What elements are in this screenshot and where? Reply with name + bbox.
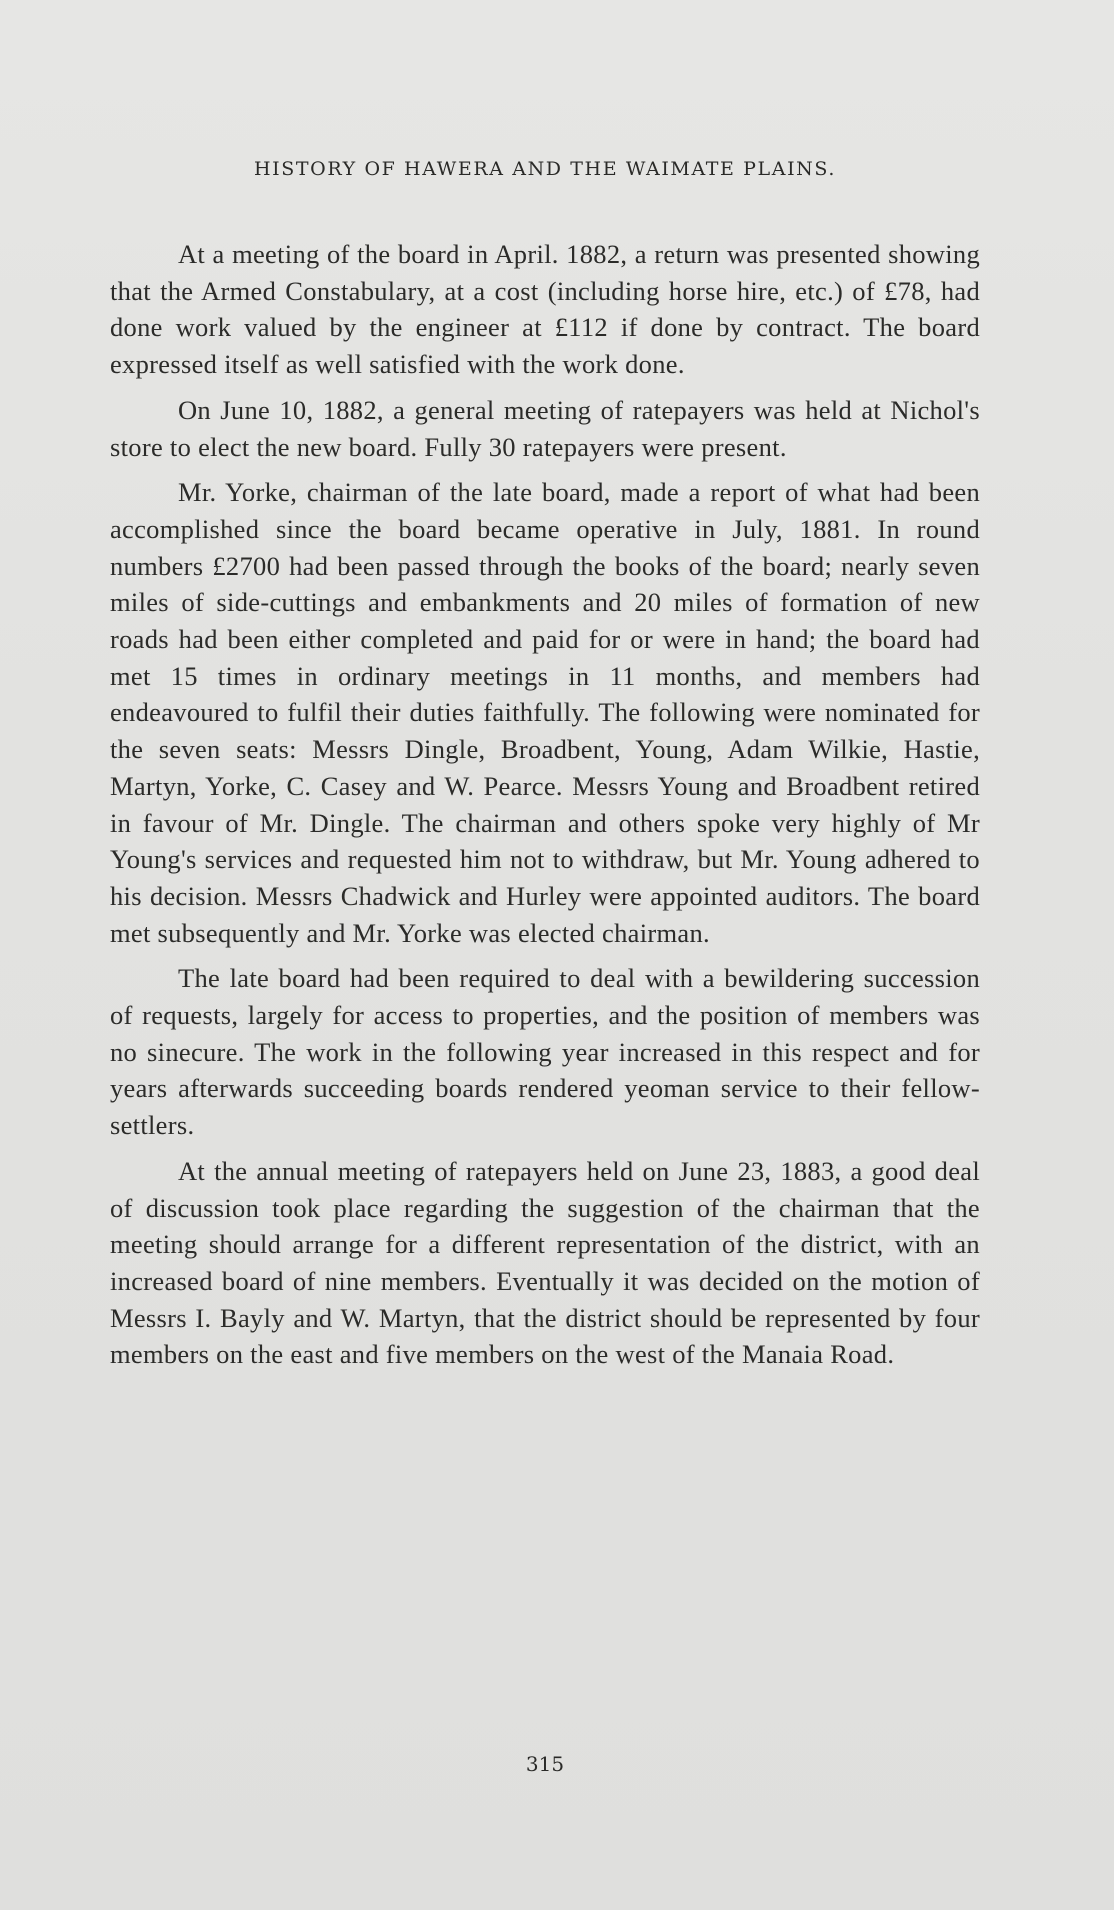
body-text [110, 236, 980, 1382]
paragraph: At a meeting of the board in April. 1882, a return was presented showing that the Armed Constabulary, at a cost (including horse hire, etc.) of £78, had done work valued by the engineer at £112 if done by contract. The board expressed itself as well satisfied with the work done. [110, 239, 980, 380]
paragraph: Mr. Yorke, chairman of the late board, made a report of what had been accomplished since the board became operative in July, 1881. In round numbers £2700 had been passed through the books of the board; nearly seven miles of side-cuttings and embankments and 20 miles of formation of new roads had been either completed and paid for or were in hand; the board had met 15 times in ordinary meetings in 11 months, and members had endeavoured to fulfil their duties faithfully. The following were nominated for the seven seats: Messrs Dingle, Broadbent, Young, Adam Wilkie, Hastie, Martyn, Yorke, C. Casey and W. Pearce. Messrs Young and Broadbent retired in favour of Mr. Dingle. The chairman and others spoke very highly of Mr Young's services and requested him not to withdraw, but Mr. Young adhered to his decision. Messrs Chadwick and Hurley were appointed auditors. The board met subsequently and Mr. Yorke was elected chairman. [110, 477, 980, 948]
page-number: 315 [525, 1752, 565, 1776]
paragraph: The late board had been required to deal with a bewildering succession of requests, largely for access to properties, and the position of members was no sinecure. The work in the following year increased in this respect and for years afterwards succeeding boards rendered yeoman service to their fellow-settlers. [110, 963, 980, 1141]
running-title: HISTORY OF HAWERA AND THE WAIMATE PLAINS. [254, 158, 836, 180]
paragraph: On June 10, 1882, a general meeting of ratepayers was held at Nichol's store to elect the new board. Fully 30 ratepayers were present. [110, 394, 980, 462]
paragraph: At the annual meeting of ratepayers held on June 23, 1883, a good deal of discussion took place regarding the suggestion of the chairman that the meeting should arrange for a different representation of the district, with an increased board of nine members. Eventually it was decided on the motion of Messrs I. Bayly and W. Martyn, that the district should be represented by four members on the east and five members on the west of the Manaia Road. [110, 1155, 980, 1370]
